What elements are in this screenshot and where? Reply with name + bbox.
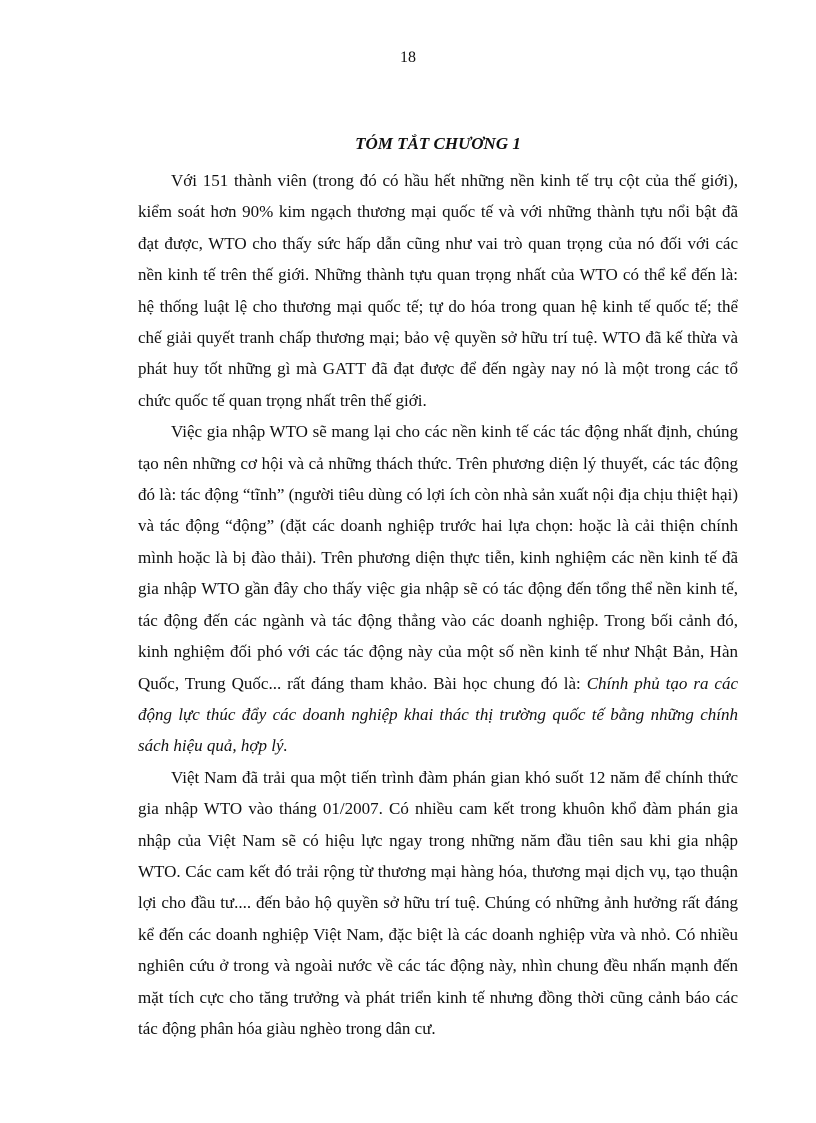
paragraph-accession-impacts-text: Việc gia nhập WTO sẽ mang lại cho các nền kinh tế các tác động nhất định, chúng tạo nên những cơ hội và cả những thách thức. Trên phương diện lý thuyết, các tác động đó là: tác động “tĩnh” (người tiêu dùng có lợi ích còn nhà sản xuất nội địa chịu thiệt hại) và tác động “động” (đặt các doanh nghiệp trước hai lựa chọn: hoặc là cải thiện chính mình hoặc là bị đào thải). Trên phương diện thực tiễn, kinh nghiệm các nền kinh tế đã gia nhập WTO gần đây cho thấy việc gia nhập sẽ có tác động đến tổng thể nền kinh tế, tác động đến các ngành và tác động thẳng vào các doanh nghiệp. Trong bối cảnh đó, kinh nghiệm đối phó với các tác động này của một số nền kinh tế như Nhật Bản, Hàn Quốc, Trung Quốc... rất đáng tham khảo. Bài học chung đó là:	[138, 422, 738, 693]
paragraph-wto-overview: Với 151 thành viên (trong đó có hầu hết những nền kinh tế trụ cột của thế giới), kiểm soát hơn 90% kim ngạch thương mại quốc tế và với những thành tựu nổi bật đã đạt được, WTO cho thấy sức hấp dẫn cũng như vai trò quan trọng của nó đối với các nền kinh tế trên thế giới. Những thành tựu quan trọng nhất của WTO có thể kể đến là: hệ thống luật lệ cho thương mại quốc tế; tự do hóa trong quan hệ kinh tế quốc tế; thể chế giải quyết tranh chấp thương mại; bảo vệ quyền sở hữu trí tuệ. WTO đã kế thừa và phát huy tốt những gì mà GATT đã đạt được để đến ngày nay nó là một trong các tổ chức quốc tế quan trọng nhất trên thế giới.	[138, 171, 738, 410]
paragraph-accession-impacts	[138, 416, 738, 761]
paragraph-vietnam-accession: Việt Nam đã trải qua một tiến trình đàm phán gian khó suốt 12 năm để chính thức gia nhập WTO vào tháng 01/2007. Có nhiều cam kết trong khuôn khổ đàm phán gia nhập của Việt Nam sẽ có hiệu lực ngay trong những năm đầu tiên sau khi gia nhập WTO. Các cam kết đó trải rộng từ thương mại hàng hóa, thương mại dịch vụ, tạo thuận lợi cho đầu tư.... đến bảo hộ quyền sở hữu trí tuệ. Chúng có những ảnh hưởng rất đáng kể đến các doanh nghiệp Việt Nam, đặc biệt là các doanh nghiệp vừa và nhỏ. Có nhiều nghiên cứu ở trong và ngoài nước về các tác động này, nhìn chung đều nhấn mạnh đến mặt tích cực cho tăng trưởng và phát triển kinh tế nhưng đồng thời cũng cảnh báo các tác động phân hóa giàu nghèo trong dân cư.	[138, 767, 738, 1038]
chapter-title: TÓM TẮT CHƯƠNG 1	[355, 134, 521, 153]
document-body	[138, 133, 738, 1044]
page-number: 18	[400, 49, 416, 66]
paragraph-accession-lesson: Chính phủ tạo ra các động lực thúc đẩy các doanh nghiệp khai thác thị trường quốc tế bằng những chính sách hiệu quả, hợp lý.	[138, 673, 738, 756]
